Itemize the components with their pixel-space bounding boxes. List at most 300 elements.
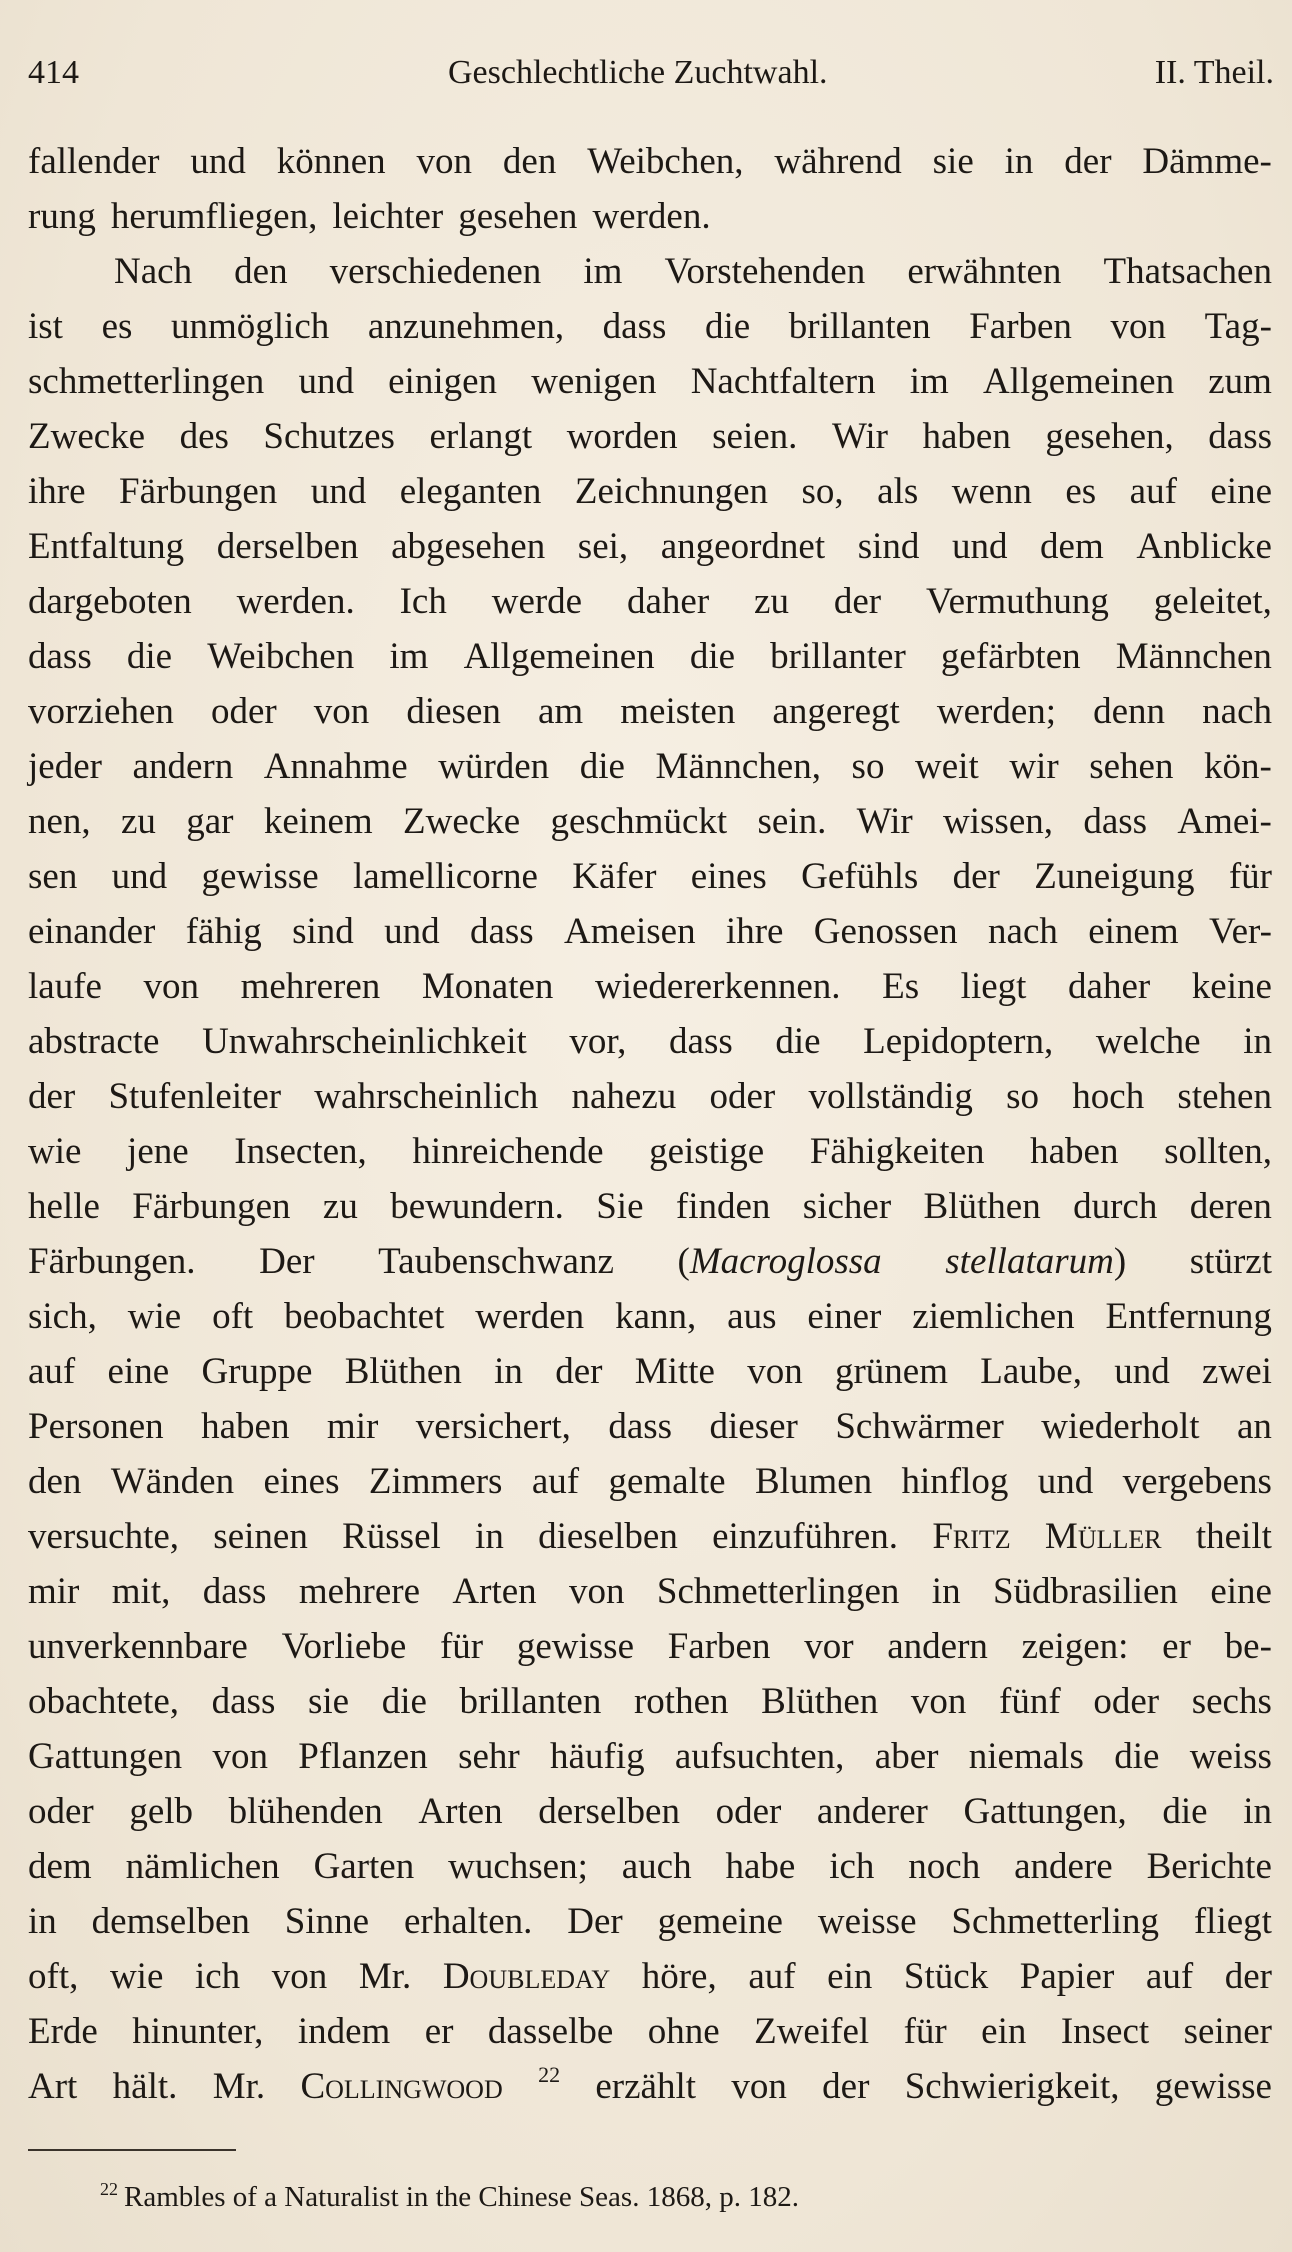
text-line	[28, 904, 1272, 959]
word: gewisse	[201, 856, 319, 897]
word: oder	[210, 691, 277, 732]
word: aber	[874, 1736, 939, 1777]
word: indem	[297, 2011, 391, 2052]
word: ein	[981, 2011, 1027, 2052]
word: oft	[212, 1296, 254, 1337]
word: Doubleday	[442, 1956, 611, 1997]
text-line	[28, 574, 1272, 629]
word: Blüthen	[761, 1681, 879, 1722]
word: haben	[1030, 1131, 1119, 1172]
word: Laube,	[980, 1351, 1082, 1392]
word: in	[931, 1571, 961, 1612]
word: Insecten,	[234, 1131, 367, 1172]
word: Gattungen,	[963, 1791, 1127, 1832]
word: werde	[491, 581, 583, 622]
word: vergebens	[1122, 1461, 1272, 1502]
word: Allgemeinen	[982, 361, 1175, 402]
text-line	[28, 1344, 1272, 1399]
word: Weibchen	[207, 636, 355, 677]
word: dieser	[709, 1406, 798, 1447]
word: kann,	[615, 1296, 697, 1337]
word: einzuführen.	[712, 1516, 899, 1557]
running-title: Geschlechtliche Zuchtwahl.	[448, 54, 828, 91]
word: werden.	[592, 196, 711, 237]
word: Mr.	[212, 2066, 266, 2107]
word: anderer	[816, 1791, 928, 1832]
word: werden;	[936, 691, 1057, 732]
word: Garten	[313, 1846, 415, 1887]
word: Der	[259, 1241, 315, 1282]
text-line	[28, 464, 1272, 519]
word: Sie	[596, 1186, 644, 1227]
text-line	[28, 244, 1272, 299]
word: zu	[121, 801, 156, 842]
word: eine	[107, 1351, 170, 1392]
word: obachtete,	[28, 1681, 179, 1722]
word: jeder	[28, 746, 102, 787]
word: wie	[109, 1956, 164, 1997]
word: vollständig	[808, 1076, 973, 1117]
word: für	[903, 2011, 947, 2052]
word: gefärbten	[940, 636, 1081, 677]
word: er	[424, 2011, 454, 2052]
word: fünf	[999, 1681, 1061, 1722]
word: jene	[127, 1131, 189, 1172]
word: welche	[1095, 1021, 1201, 1062]
word: wiederholt	[1041, 1406, 1200, 1447]
word: dem	[1040, 526, 1104, 567]
word: und	[111, 856, 168, 897]
word: Gruppe	[201, 1351, 313, 1392]
word: finden	[675, 1186, 771, 1227]
word: vorziehen	[28, 691, 174, 732]
word: Es	[882, 966, 920, 1007]
word: Nach	[114, 251, 193, 292]
word: geistige	[649, 1131, 765, 1172]
word: wie	[127, 1296, 182, 1337]
word: den	[502, 141, 557, 182]
word: die	[381, 1681, 427, 1722]
word: wir	[1009, 746, 1059, 787]
word: andere	[1014, 1846, 1113, 1887]
word: schmetterlingen	[28, 361, 265, 402]
word: häufig	[550, 1736, 645, 1777]
word: gesehen,	[1045, 416, 1174, 457]
word: Genossen	[813, 911, 958, 952]
text-line	[28, 1399, 1272, 1454]
word: die	[689, 636, 736, 677]
word: Arten	[452, 1571, 537, 1612]
word: ein	[827, 1956, 873, 1997]
word: wahrscheinlich	[314, 1076, 539, 1117]
word: blühenden	[228, 1791, 383, 1832]
word: der	[28, 1076, 76, 1117]
text-line	[28, 1894, 1272, 1949]
word: Zimmers	[368, 1461, 503, 1502]
word: auf	[28, 1351, 76, 1392]
word: dass	[1208, 416, 1272, 457]
text-line	[28, 1564, 1272, 1619]
word: wuchsen;	[448, 1846, 588, 1887]
word: Blüthen	[923, 1186, 1041, 1227]
text-line	[28, 2004, 1272, 2059]
word: grünem	[834, 1351, 948, 1392]
word: abstracte	[28, 1021, 160, 1062]
text-line	[28, 684, 1272, 739]
word: Papier	[1019, 1956, 1115, 1997]
word: Färbungen	[132, 1186, 291, 1227]
word: Taubenschwanz	[378, 1241, 614, 1282]
word: Schwierigkeit,	[904, 2066, 1120, 2107]
text-line	[28, 1014, 1272, 1069]
word: wissen,	[943, 801, 1053, 842]
word: in	[1243, 1021, 1272, 1062]
word: höre,	[641, 1956, 717, 1997]
word: mit,	[111, 1571, 171, 1612]
word: kön-	[1204, 746, 1272, 787]
text-line	[28, 1839, 1272, 1894]
word: die	[1114, 1736, 1160, 1777]
word: auf	[1129, 471, 1177, 512]
word: der	[833, 581, 882, 622]
word: gesehen	[458, 196, 578, 237]
word: den	[28, 1461, 82, 1502]
word: Schwärmer	[835, 1406, 1004, 1447]
word: einem	[1088, 911, 1179, 952]
word: in	[1243, 1791, 1272, 1832]
word: ihre	[725, 911, 784, 952]
word: Käfer	[572, 856, 657, 897]
word: Schmetterling	[951, 1901, 1159, 1942]
word: ist	[28, 306, 63, 347]
word: während	[774, 141, 902, 182]
text-line	[28, 134, 1272, 189]
word: hält.	[112, 2066, 178, 2107]
word: Monaten	[421, 966, 554, 1007]
word: von	[212, 1736, 268, 1777]
word: zum	[1208, 361, 1272, 402]
text-line	[28, 1124, 1272, 1179]
word: seiner	[1183, 2011, 1272, 2052]
word: einander	[28, 911, 156, 952]
word: werden	[475, 1296, 585, 1337]
word: oft,	[28, 1956, 79, 1997]
word: haben	[201, 1406, 290, 1447]
word: keinem	[263, 801, 373, 842]
word: dass	[669, 1021, 733, 1062]
word: gewisse	[1154, 2066, 1272, 2107]
word: Vorliebe	[281, 1626, 407, 1667]
footnote	[100, 2175, 799, 2219]
word: die	[126, 636, 173, 677]
word: gar	[186, 801, 234, 842]
word: vor,	[569, 1021, 627, 1062]
word: und	[1037, 1461, 1094, 1502]
word: auf	[1145, 1956, 1194, 1997]
word: für	[439, 1626, 484, 1667]
word: und	[190, 141, 246, 182]
word: beobachtet	[284, 1296, 445, 1337]
word: weit	[915, 746, 979, 787]
word: Weibchen,	[587, 141, 744, 182]
word: dass	[1083, 801, 1148, 842]
word: nämlichen	[125, 1846, 280, 1887]
word: sind	[292, 911, 354, 952]
word: von	[731, 2066, 787, 2107]
word: auf	[531, 1461, 580, 1502]
word: verschiedenen	[329, 251, 542, 292]
word: stellatarum)	[945, 1241, 1127, 1282]
word: wenn	[951, 471, 1032, 512]
text-line	[28, 409, 1272, 464]
word: (Macroglossa	[677, 1241, 882, 1282]
word: lamellicorne	[352, 856, 538, 897]
text-line	[28, 1289, 1272, 1344]
word: bewundern.	[390, 1186, 564, 1227]
word: im	[909, 361, 949, 402]
word: Zuneigung	[1034, 856, 1195, 897]
word: habe	[725, 1846, 796, 1887]
text-line	[28, 1509, 1272, 1564]
word: daher	[626, 581, 710, 622]
word: und	[384, 911, 440, 952]
word: theilt	[1195, 1516, 1272, 1557]
word: daher	[1068, 966, 1151, 1007]
word: denn	[1093, 691, 1166, 732]
word: andern	[887, 1626, 988, 1667]
word: Arten	[418, 1791, 503, 1832]
word: Annahme	[263, 746, 408, 787]
running-header	[28, 48, 1274, 98]
word: Entfernung	[1105, 1296, 1272, 1337]
word: derselben	[538, 1791, 680, 1832]
word: wie	[28, 1131, 82, 1172]
word: weisse	[817, 1901, 917, 1942]
word: nach	[1202, 691, 1272, 732]
word: versichert,	[415, 1406, 571, 1447]
word: von	[747, 1351, 803, 1392]
word: weiss	[1189, 1736, 1272, 1777]
word: Stufenleiter	[108, 1076, 282, 1117]
word: anzunehmen,	[367, 306, 565, 347]
word: der	[952, 856, 1000, 897]
word: Stück	[903, 1956, 989, 1997]
word: Art	[28, 2066, 78, 2107]
word: ohne	[647, 2011, 720, 2052]
word: sehr	[458, 1736, 520, 1777]
word: dass	[28, 636, 92, 677]
word: Färbungen.	[28, 1241, 196, 1282]
word: derselben	[216, 526, 359, 567]
word: dass	[469, 911, 534, 952]
word: Allgemeinen	[463, 636, 655, 677]
word: er	[1162, 1626, 1191, 1667]
word: Gefühls	[801, 856, 919, 897]
text-line	[28, 189, 1272, 244]
word: stürzt	[1189, 1241, 1272, 1282]
word: Männchen,	[655, 746, 821, 787]
text-line	[28, 1069, 1272, 1124]
word: dass	[211, 1681, 276, 1722]
text-line	[28, 1619, 1272, 1674]
word: an	[1236, 1406, 1272, 1447]
word: herumfliegen,	[110, 196, 318, 237]
word: demselben	[91, 1901, 250, 1942]
word: sie	[932, 141, 974, 182]
word: von	[910, 1681, 967, 1722]
word: Müller	[1044, 1516, 1162, 1557]
word: Sinne	[284, 1901, 370, 1942]
word: Männchen	[1115, 636, 1272, 677]
word: ich	[194, 1956, 241, 1997]
word: aus	[727, 1296, 777, 1337]
word: dargeboten	[28, 581, 192, 622]
word: aufsuchten,	[674, 1736, 845, 1777]
word: hinunter,	[132, 2011, 264, 2052]
word: Färbungen	[119, 471, 278, 512]
word: gemeine	[657, 1901, 783, 1942]
word: rung	[28, 196, 96, 237]
word: sechs	[1191, 1681, 1272, 1722]
word: am	[537, 691, 584, 732]
word: worden	[566, 416, 678, 457]
word: in	[28, 1901, 57, 1942]
word: seien.	[712, 416, 798, 457]
text-line	[28, 1949, 1272, 2004]
word: angeregt	[772, 691, 900, 732]
word: eine	[1210, 471, 1272, 512]
word: einer	[807, 1296, 882, 1337]
word: so	[1006, 1076, 1040, 1117]
word: keine	[1191, 966, 1272, 1007]
word: be-	[1224, 1626, 1272, 1667]
word: rothen	[633, 1681, 729, 1722]
word: der	[1224, 1956, 1272, 1997]
word: brillanter	[770, 636, 906, 677]
word: und	[310, 471, 367, 512]
word: nahezu	[571, 1076, 677, 1117]
word: Insect	[1060, 2011, 1150, 2052]
word: durch	[1073, 1186, 1158, 1227]
word: Farben	[667, 1626, 771, 1667]
word: ich	[829, 1846, 875, 1887]
word: und	[1114, 1351, 1170, 1392]
word: nen,	[28, 801, 91, 842]
word: auch	[621, 1846, 692, 1887]
word: dass	[202, 1571, 267, 1612]
word: Mitte	[634, 1351, 715, 1392]
word: und	[298, 361, 354, 402]
word: dasselbe	[487, 2011, 614, 2052]
word: Blüthen	[344, 1351, 462, 1392]
text-line	[28, 794, 1272, 849]
word: Ameisen	[564, 911, 696, 952]
word: geleitet,	[1153, 581, 1272, 622]
word: oder	[28, 1791, 94, 1832]
word: in	[1004, 141, 1034, 182]
word: zu	[754, 581, 789, 622]
word: haben	[922, 416, 1011, 457]
word: Zwecke	[28, 416, 146, 457]
word: dem	[28, 1846, 92, 1887]
word: geschmückt	[550, 801, 728, 842]
text-line	[28, 1454, 1272, 1509]
word: Wir	[856, 801, 913, 842]
word: Tag-	[1204, 306, 1272, 347]
word: eines	[263, 1461, 340, 1502]
word: Berichte	[1146, 1846, 1272, 1887]
word: Zweifel	[754, 2011, 870, 2052]
text-line	[28, 1179, 1272, 1234]
word: so,	[801, 471, 844, 512]
word: Schutzes	[263, 416, 395, 457]
word: noch	[908, 1846, 981, 1887]
word: Anblicke	[1136, 526, 1272, 567]
word: Schmetterlingen	[656, 1571, 900, 1612]
word: Ver-	[1208, 911, 1272, 952]
word: sicher	[802, 1186, 892, 1227]
word: mehreren	[240, 966, 381, 1007]
word: die	[705, 306, 751, 347]
word: Vermuthung	[925, 581, 1109, 622]
word: von	[1110, 306, 1167, 347]
word: diesen	[406, 691, 501, 732]
word: wenigen	[531, 361, 657, 402]
word: oder	[715, 1791, 782, 1832]
word: Rüssel	[342, 1516, 441, 1557]
word: angeordnet	[660, 526, 826, 567]
word: nach	[988, 911, 1058, 952]
word: Dämme-	[1142, 141, 1272, 182]
word: fähig	[185, 911, 262, 952]
word: in	[475, 1516, 504, 1557]
word: versuchte,	[28, 1516, 180, 1557]
word: brillanten	[788, 306, 931, 347]
word: hinreichende	[412, 1131, 604, 1172]
word: deren	[1189, 1186, 1272, 1227]
word: im	[583, 251, 623, 292]
word: auf	[748, 1956, 796, 1997]
word: meisten	[620, 691, 736, 732]
footnote-marker: 22	[100, 2179, 118, 2199]
word: Erde	[28, 2011, 98, 2052]
word: von	[313, 691, 370, 732]
word: dieselben	[538, 1516, 678, 1557]
word: ziemlichen	[912, 1296, 1075, 1337]
page-number: 414	[28, 54, 79, 91]
word: Fähigkeiten	[809, 1131, 985, 1172]
word: einigen	[388, 361, 498, 402]
text-line	[28, 739, 1272, 794]
word: zwei	[1202, 1351, 1272, 1392]
word: Farben	[969, 306, 1072, 347]
text-line	[28, 1234, 1272, 1289]
word: mir	[28, 1571, 80, 1612]
word: werden.	[236, 581, 355, 622]
body-text	[28, 134, 1272, 2114]
text-line	[28, 959, 1272, 1014]
text-line	[28, 1674, 1272, 1729]
word: Südbrasilien	[992, 1571, 1178, 1612]
text-line	[28, 299, 1272, 354]
word: dass	[602, 306, 667, 347]
word: fliegt	[1193, 1901, 1272, 1942]
word: Collingwood	[300, 2066, 503, 2107]
word: können	[276, 141, 386, 182]
text-line	[28, 849, 1272, 904]
word: sen	[28, 856, 78, 897]
word: so	[851, 746, 885, 787]
